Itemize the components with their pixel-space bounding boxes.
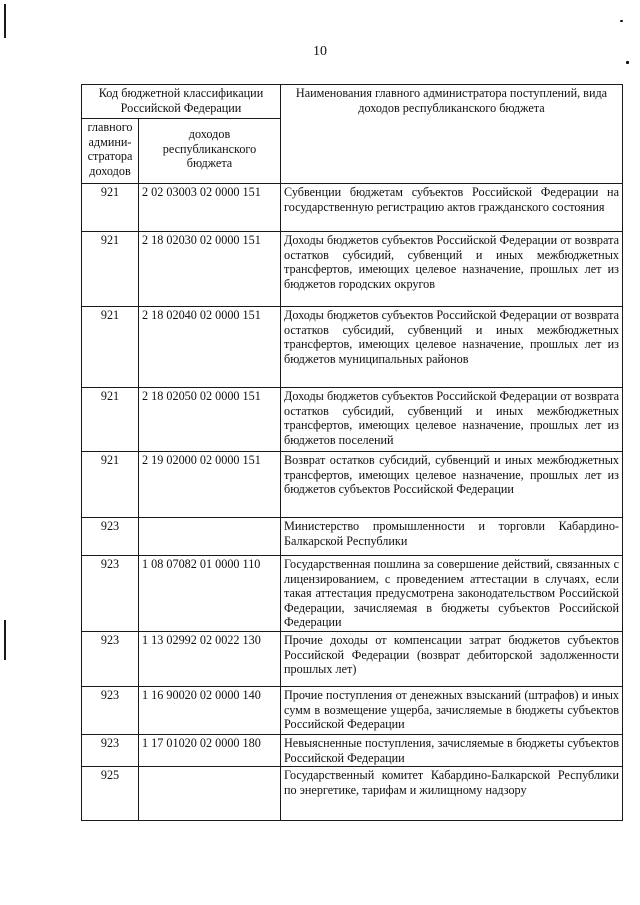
- income-code-cell: 2 18 02030 02 0000 151: [139, 232, 281, 307]
- income-code-cell: 2 02 03003 02 0000 151: [139, 184, 281, 232]
- income-name-cell: Государственный комитет Кабардино-Балкарской Республики по энергетике, тарифам и жилищному надзору: [281, 767, 623, 821]
- income-name-cell: Доходы бюджетов субъектов Российской Федерации от возврата остатков субсидий, субвенций и иных межбюджетных трансфертов, имеющих целевое назначение, прошлых лет из бюджетов городских округов: [281, 232, 623, 307]
- table-row: [82, 767, 623, 821]
- admin-code-cell: 921: [82, 184, 139, 232]
- scan-speck: [626, 61, 629, 64]
- table-row: [82, 184, 623, 232]
- header-name-column: Наименования главного администратора поступлений, вида доходов республиканского бюджета: [281, 85, 623, 184]
- table-row: [82, 452, 623, 518]
- income-code-cell: [139, 767, 281, 821]
- admin-code-cell: 921: [82, 307, 139, 388]
- scan-speck: [620, 20, 623, 22]
- header-code-group: Код бюджетной классификации Российской Федерации: [82, 85, 281, 119]
- table-row: [82, 687, 623, 735]
- admin-code-cell: 921: [82, 388, 139, 452]
- table-header-row: [82, 85, 623, 119]
- income-name-cell: Государственная пошлина за совершение действий, связанных с лицензированием, с проведением аттестации в случаях, если такая аттестация предусмотрена законодательством Российской Федерации, зачисляемая в бюджеты субъектов Российской Федерации: [281, 556, 623, 632]
- admin-code-cell: 921: [82, 232, 139, 307]
- table-row: [82, 632, 623, 687]
- income-name-cell: Возврат остатков субсидий, субвенций и иных межбюджетных трансфертов, имеющих целевое назначение, прошлых лет из бюджетов субъектов Российской Федерации: [281, 452, 623, 518]
- income-code-cell: 1 17 01020 02 0000 180: [139, 735, 281, 767]
- scan-margin-line-top: [4, 4, 6, 38]
- table-row: [82, 307, 623, 388]
- scan-margin-line-bottom: [4, 620, 6, 660]
- income-name-cell: Прочие доходы от компенсации затрат бюджетов субъектов Российской Федерации (возврат дебиторской задолженности прошлых лет): [281, 632, 623, 687]
- admin-code-cell: 925: [82, 767, 139, 821]
- table-row: [82, 735, 623, 767]
- admin-code-cell: 921: [82, 452, 139, 518]
- page-number: 10: [313, 44, 327, 59]
- income-name-cell: Доходы бюджетов субъектов Российской Федерации от возврата остатков субсидий, субвенций и иных межбюджетных трансфертов, имеющих целевое назначение, прошлых лет из бюджетов поселений: [281, 388, 623, 452]
- admin-code-cell: 923: [82, 518, 139, 556]
- header-admin-column: главного админи-стратора доходов: [82, 119, 139, 184]
- budget-classification-table: [81, 84, 623, 821]
- income-name-cell: Прочие поступления от денежных взысканий (штрафов) и иных сумм в возмещение ущерба, зачисляемые в бюджеты субъектов Российской Федерации: [281, 687, 623, 735]
- table-row: [82, 556, 623, 632]
- income-name-cell: Субвенции бюджетам субъектов Российской Федерации на государственную регистрацию актов гражданского состояния: [281, 184, 623, 232]
- income-code-cell: 1 16 90020 02 0000 140: [139, 687, 281, 735]
- income-code-cell: [139, 518, 281, 556]
- income-name-cell: Невыясненные поступления, зачисляемые в бюджеты субъектов Российской Федерации: [281, 735, 623, 767]
- income-name-cell: Министерство промышленности и торговли Кабардино-Балкарской Республики: [281, 518, 623, 556]
- table-row: [82, 232, 623, 307]
- table-row: [82, 518, 623, 556]
- admin-code-cell: 923: [82, 687, 139, 735]
- income-name-cell: Доходы бюджетов субъектов Российской Федерации от возврата остатков субсидий, субвенций и иных межбюджетных трансфертов, имеющих целевое назначение, прошлых лет из бюджетов муниципальных районов: [281, 307, 623, 388]
- income-code-cell: 2 18 02050 02 0000 151: [139, 388, 281, 452]
- admin-code-cell: 923: [82, 735, 139, 767]
- admin-code-cell: 923: [82, 632, 139, 687]
- admin-code-cell: 923: [82, 556, 139, 632]
- income-code-cell: 1 08 07082 01 0000 110: [139, 556, 281, 632]
- header-income-column: доходов республиканского бюджета: [139, 119, 281, 184]
- income-code-cell: 2 18 02040 02 0000 151: [139, 307, 281, 388]
- table-row: [82, 388, 623, 452]
- income-code-cell: 1 13 02992 02 0022 130: [139, 632, 281, 687]
- income-code-cell: 2 19 02000 02 0000 151: [139, 452, 281, 518]
